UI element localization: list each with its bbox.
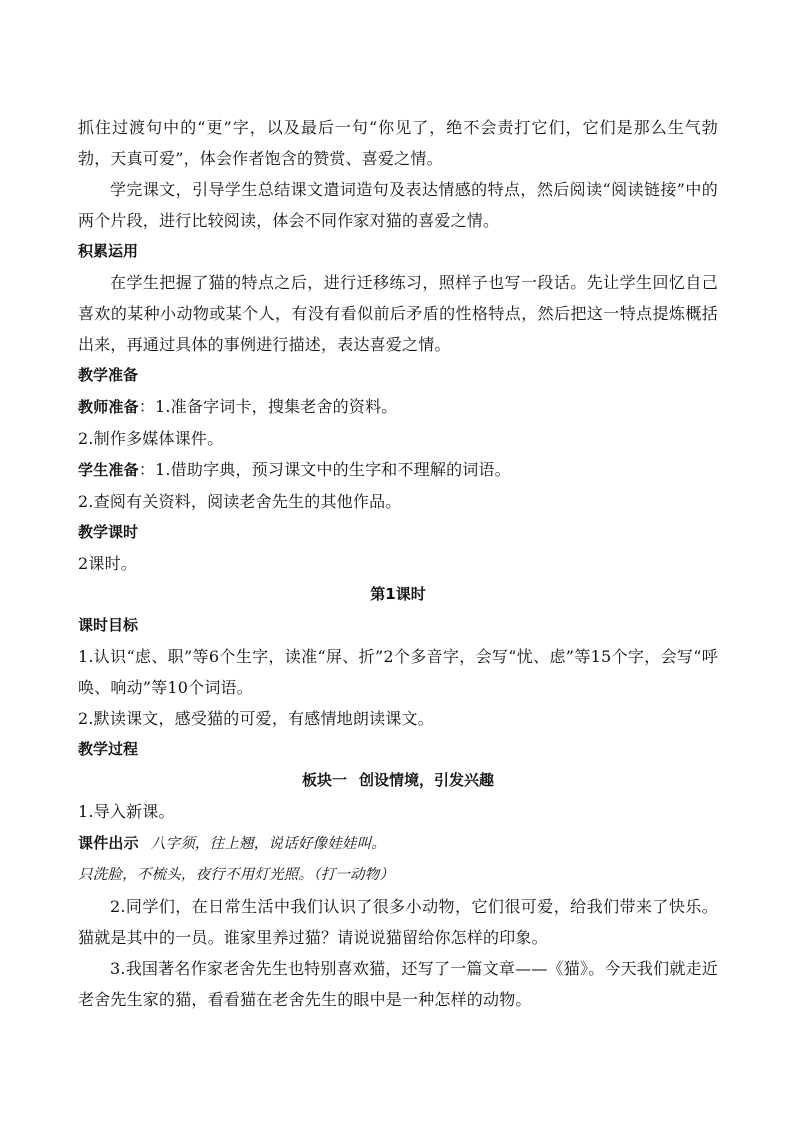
- riddle-line-1: 八字须，往上翘，说话好像娃娃叫。: [150, 836, 387, 852]
- block-1-title: [78, 765, 718, 796]
- student-preparation-item-2: 2.查阅有关资料，阅读老舍先生的其他作品。: [78, 492, 402, 511]
- lesson-goal-1: 1.认识“虑、职”等6个生字，读准“屏、折”2个多音字，会写“忧、虑”等15个字，会写“呼唤、响动”等10个词语。: [78, 647, 718, 697]
- riddle-line-2: 只洗脸，不梳头，夜行不用灯光照。（打一动物）: [78, 867, 395, 883]
- paragraph-transition-sentence: 抓住过渡句中的“更”字，以及最后一句“你见了，绝不会责打它们，它们是那么生气勃勃，天真可爱”，体会作者饱含的赞赏、喜爱之情。: [78, 118, 718, 168]
- teacher-preparation: [78, 391, 718, 423]
- block-1-subtitle: 创设情境，引发兴趣: [359, 771, 495, 789]
- paragraph-transfer-practice: 在学生把握了猫的特点之后，进行迁移练习，照样子也写一段话。先让学生回忆自己喜欢的某种小动物或某个人，有没有看似前后矛盾的性格特点，然后把这一特点提炼概括出来，再通过具体的事例进行描述，表达喜爱之情。: [78, 273, 718, 354]
- heading-lesson-goals: 课时目标: [78, 616, 139, 634]
- lesson-title: 第1课时: [370, 585, 426, 603]
- courseware-label: 课件出示: [78, 834, 139, 852]
- heading-teaching-hours: 教学课时: [78, 523, 139, 541]
- paragraph-summary-reading: 学完课文，引导学生总结课文遣词造句及表达情感的特点，然后阅读“阅读链接”中的两个片段，进行比较阅读，体会不同作家对猫的喜爱之情。: [78, 180, 718, 230]
- heading-teaching-process: 教学过程: [78, 740, 139, 758]
- heading-teaching-preparation: 教学准备: [78, 366, 139, 384]
- heading-accumulation: 积累运用: [78, 242, 139, 260]
- student-preparation-item-1: ：1.借助字典，预习课文中的生字和不理解的词语。: [138, 460, 511, 479]
- step-2: 2.同学们，在日常生活中我们认识了很多小动物，它们很可爱，给我们带来了快乐。猫就是其中的一员。谁家里养过猫？请说说猫留给你怎样的印象。: [78, 897, 718, 947]
- step-3: 3.我国著名作家老舍先生也特别喜欢猫，还写了一篇文章——《猫》。今天我们就走近老舍先生家的猫，看看猫在老舍先生的眼中是一种怎样的动物。: [78, 959, 718, 1009]
- teacher-preparation-item-1: ：1.准备字词卡，搜集老舍的资料。: [138, 397, 398, 416]
- block-1-label: 板块一: [301, 771, 347, 789]
- step-1: 1.导入新课。: [78, 802, 175, 821]
- courseware-riddle: [78, 827, 718, 860]
- student-preparation-label: 学生准备: [78, 461, 139, 479]
- teacher-preparation-label: 教师准备: [78, 398, 139, 416]
- teacher-preparation-item-2: 2.制作多媒体课件。: [78, 429, 224, 448]
- page-content: [78, 112, 718, 1015]
- lesson-goal-2: 2.默读课文，感受猫的可爱，有感情地朗读课文。: [78, 709, 434, 728]
- teaching-hours-value: 2课时。: [78, 554, 137, 573]
- student-preparation: [78, 454, 718, 486]
